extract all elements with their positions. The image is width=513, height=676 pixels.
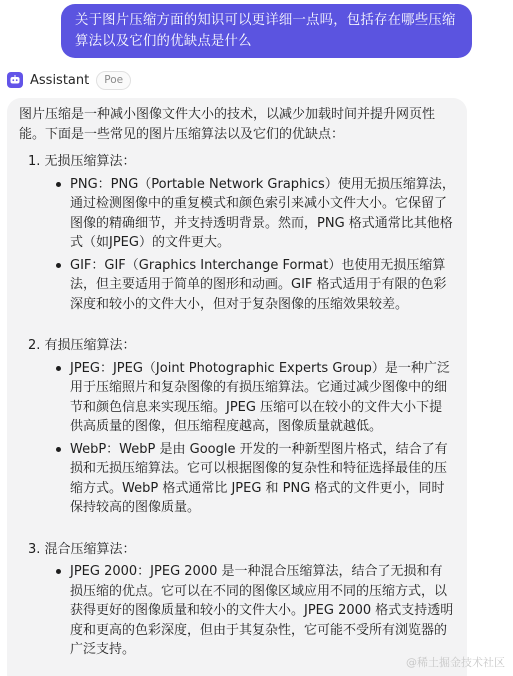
section-title: 1. 无损压缩算法：: [28, 154, 136, 169]
section-lossless: [19, 152, 455, 314]
assistant-intro: 图片压缩是一种减小图像文件大小的技术，以减少加载时间并提升网页性能。下面是一些常见的图片压缩算法以及它们的优缺点：: [19, 107, 436, 142]
bullet-dot-icon: [56, 569, 61, 574]
list-item-text: JPEG：JPEG（Joint Photographic Experts Group）是一种广泛用于压缩照片和复杂图像的有损压缩算法。它通过减少图像中的细节和颜色信息来实现压缩。JPEG 压缩可以在较小的文件大小下提供高质量的图像，但压缩程度越高，图像质量就越低。: [70, 360, 450, 434]
assistant-message-bubble: [7, 98, 467, 676]
list-item: [19, 175, 455, 253]
bot-glyph-icon: [9, 74, 21, 86]
list-item: [19, 562, 455, 660]
section-title: 3. 混合压缩算法：: [28, 541, 136, 557]
bullet-dot-icon: [56, 366, 61, 371]
list-item: [19, 256, 455, 315]
bullet-dot-icon: [56, 263, 61, 268]
assistant-name: Assistant: [30, 72, 90, 88]
list-item: [19, 440, 455, 518]
bullet-dot-icon: [56, 447, 61, 452]
list-item-text: GIF：GIF（Graphics Interchange Format）也使用无损压缩算法，但主要适用于简单的图形和动画。GIF 格式适用于有限的色彩深度和较小的文件大小，但对于复杂图像的压缩效果较差。: [70, 257, 447, 312]
section-title: 2. 有损压缩算法：: [28, 338, 136, 353]
assistant-header: [7, 70, 131, 90]
poe-badge[interactable]: Poe: [96, 71, 131, 90]
user-message-bubble: 关于图片压缩方面的知识可以更详细一点吗，包括存在哪些压缩算法以及它们的优缺点是什么: [61, 4, 472, 58]
assistant-bot-icon: [7, 72, 23, 88]
list-item-text: JPEG 2000：JPEG 2000 是一种混合压缩算法，结合了无损和有损压缩的优点。它可以在不同的图像区域应用不同的压缩方式，以获得更好的图像质量和较小的文件大小。JPEG 2000 格式支持透明度和更高的色彩深度，但由于其复杂性，它可能不受所有浏览器的广泛支持。: [70, 564, 454, 657]
list-item-text: WebP：WebP 是由 Google 开发的一种新型图片格式，结合了有损和无损压缩算法。它可以根据图像的复杂性和特征选择最佳的压缩方式。WebP 格式通常比 JPEG 和 PNG 格式的文件更小，同时保持较高的图像质量。: [70, 441, 448, 515]
user-message-row: [0, 0, 513, 62]
section-hybrid: [19, 540, 455, 660]
list-item: [19, 359, 455, 437]
list-item-text: PNG：PNG（Portable Network Graphics）使用无损压缩算法，通过检测图像中的重复模式和颜色索引来减小文件大小。它保留了图像的精确细节，并支持透明背景。然而，PNG 格式通常比其他格式（如JPEG）的文件更大。: [70, 176, 455, 250]
bullet-dot-icon: [56, 182, 61, 187]
section-lossy: [19, 336, 455, 518]
watermark: @稀土掘金技术社区: [406, 656, 505, 669]
